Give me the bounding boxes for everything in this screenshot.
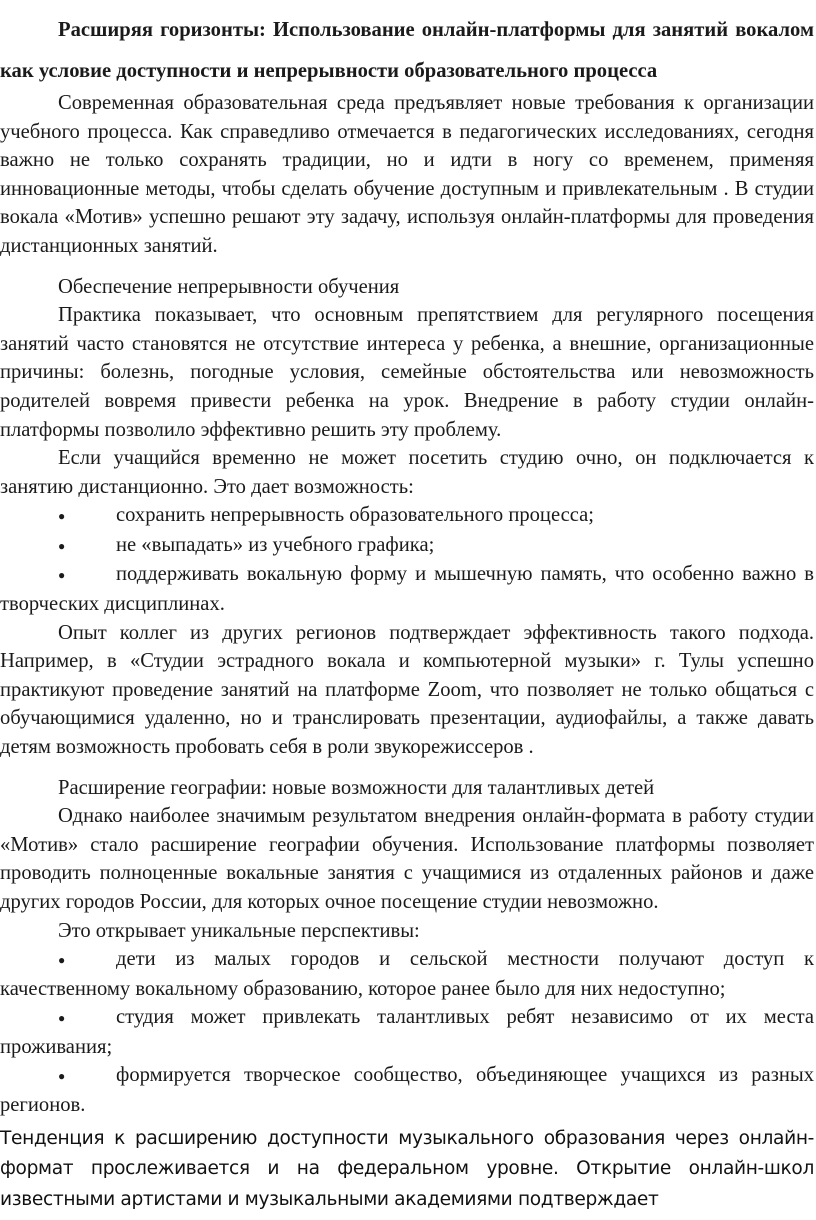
list-item-text: формируется творческое сообщество, объединяющее учащихся из разных регионов.: [0, 1064, 814, 1116]
section1-paragraph-3: Опыт коллег из других регионов подтверждает эффективность такого подхода. Например, в «Студии эстрадного вокала и компьютерной музыки» г. Тулы успешно практикуют проведение занятий на платформе Zoom, что позволяет не только общаться с обучающимися удаленно, но и транслировать презентации, аудиофайлы, а также давать детям возможность пробовать себя в роли звукорежиссеров .: [0, 621, 814, 758]
bullet-icon: ●: [58, 509, 66, 524]
list-item: [0, 560, 814, 618]
section-heading-continuity: Обеспечение непрерывности обучения: [58, 275, 400, 298]
section2-paragraph-2: Это открывает уникальные перспективы:: [58, 919, 420, 942]
bullet-icon: ●: [58, 568, 66, 583]
list-item-text: не «выпадать» из учебного графика;: [116, 533, 435, 556]
section1-paragraph-1: Практика показывает, что основным препятствием для регулярного посещения занятий часто становятся не отсутствие интереса у ребенка, а внешние, организационные причины: болезнь, погодные условия, семейные обстоятельства или невозможность родителей вовремя привести ребенка на урок. Внедрение в работу студии онлайн-платформы позволило эффективно решить эту проблему.: [0, 304, 814, 441]
section-heading-geography: Расширение географии: новые возможности для талантливых детей: [58, 776, 655, 799]
section2-paragraph-1: Однако наиболее значимым результатом внедрения онлайн-формата в работу студии «Мотив» стало расширение географии обучения. Использование платформы позволяет проводить полноценные вокальные занятия с учащимися из отдаленных районов и даже других городов России, для которых очное посещение студии невозможно.: [0, 805, 814, 913]
list-item-text: сохранить непрерывность образовательного процесса;: [116, 504, 595, 527]
bullet-icon: ●: [58, 1069, 66, 1084]
bullet-icon: ●: [58, 1011, 66, 1026]
bullet-icon: ●: [58, 953, 66, 968]
bullet-list-continuity: [0, 501, 814, 618]
list-item-text: дети из малых городов и сельской местности получают доступ к качественному вокальному образованию, которое ранее было для них недоступно;: [0, 948, 814, 1000]
list-item: [0, 1061, 814, 1119]
document-title: Расширяя горизонты: Использование онлайн-платформы для занятий вокалом как условие доступности и непрерывности образовательного процесса: [0, 19, 814, 82]
list-item: [0, 531, 814, 561]
bullet-list-geography: [0, 945, 814, 1119]
intro-paragraph: Современная образовательная среда предъявляет новые требования к организации учебного процесса. Как справедливо отмечается в педагогических исследованиях, сегодня важно не только сохранять традиции, но и идти в ногу со временем, применяя инновационные методы, чтобы сделать обучение доступным и привлекательным . В студии вокала «Мотив» успешно решают эту задачу, используя онлайн-платформы для проведения дистанционных занятий.: [0, 92, 814, 257]
bullet-icon: ●: [58, 538, 66, 553]
list-item: [0, 501, 814, 531]
list-item: [0, 1003, 814, 1061]
section1-paragraph-2: Если учащийся временно не может посетить студию очно, он подключается к занятию дистанционно. Это дает возможность:: [0, 447, 814, 498]
list-item-text: студия может привлекать талантливых ребят независимо от их места проживания;: [0, 1006, 814, 1058]
closing-paragraph: Тенденция к расширению доступности музыкального образования через онлайн-формат прослеживается и на федеральном уровне. Открытие онлайн-школ известными артистами и музыкальными академиями подтверждает: [0, 1127, 814, 1211]
list-item: [0, 945, 814, 1003]
list-item-text: поддерживать вокальную форму и мышечную память, что особенно важно в творческих дисциплинах.: [0, 563, 814, 615]
